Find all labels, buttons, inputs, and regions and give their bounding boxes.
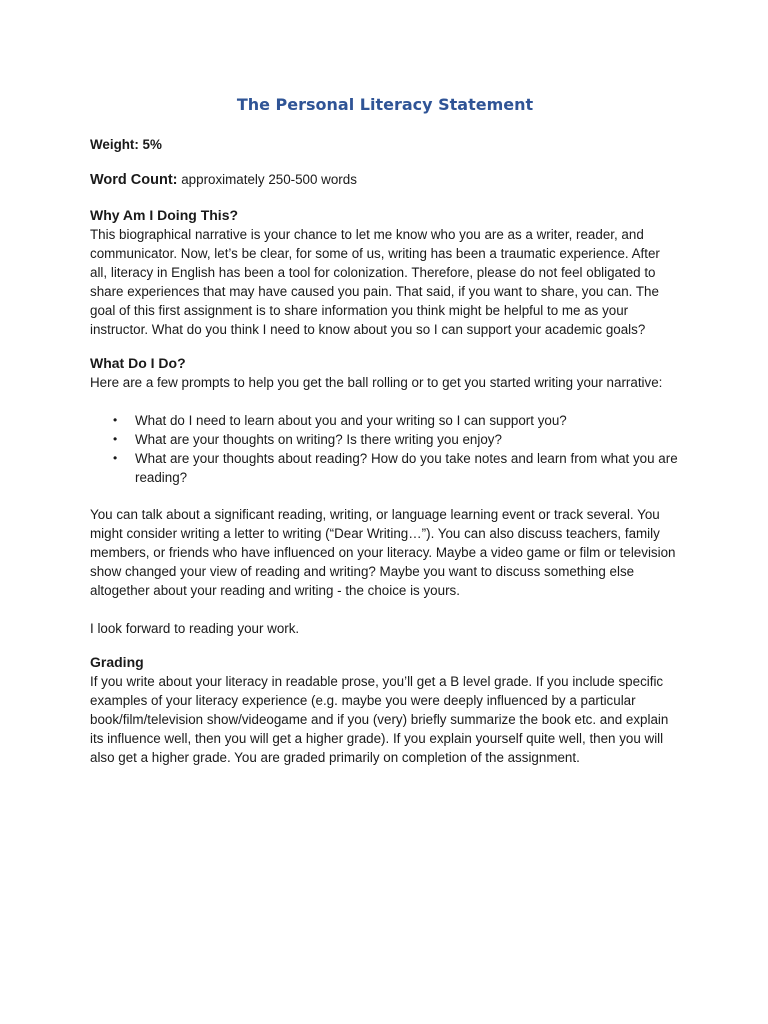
- prompt-text: What are your thoughts about reading? How do you take notes and learn from what you are reading?: [135, 451, 678, 485]
- weight-line: [90, 134, 680, 155]
- prompt-text: What do I need to learn about you and your writing so I can support you?: [135, 413, 567, 428]
- bullet-icon: •: [113, 432, 118, 446]
- bullet-icon: •: [113, 451, 118, 465]
- word-count-line: [90, 169, 680, 191]
- closing-line: I look forward to reading your work.: [90, 621, 300, 636]
- what-heading: What Do I Do?: [90, 355, 186, 371]
- word-count-value: approximately 250-500 words: [177, 172, 357, 187]
- weight-label: Weight: 5%: [90, 137, 162, 152]
- word-count-label: Word Count:: [90, 172, 178, 188]
- grading-body: If you write about your literacy in readable prose, you’ll get a B level grade. If you include specific examples of your literacy experience (e.g. maybe you were deeply influenced by a particular book/film/television show/videogame and if you (very) briefly summarize the book etc. and explain its influence well, then you will get a higher grade). If you explain yourself quite well, then you will also get a higher grade. You are graded primarily on completion of the assignment.: [90, 674, 669, 765]
- list-item: [113, 449, 680, 487]
- document-title: The Personal Literacy Statement: [236, 95, 534, 114]
- list-item: [113, 411, 680, 430]
- why-body: This biographical narrative is your chance to let me know who you are as a writer, reader, and communicator. Now, let’s be clear, for some of us, writing has been a traumatic experience. After all, literacy in English has been a tool for colonization. Therefore, please do not feel obligated to share experiences that may have caused you pain. That said, if you want to share, you can. The goal of this first assignment is to share information you think might be helpful to me as your instructor. What do you think I need to know about you so I can support your academic goals?: [90, 227, 660, 337]
- document-page: [90, 94, 680, 786]
- list-item: [113, 430, 680, 449]
- why-heading: Why Am I Doing This?: [90, 207, 239, 223]
- what-followup: You can talk about a significant reading, writing, or language learning event or track several. You might consider writing a letter to writing (“Dear Writing…”). You can also discuss teachers, family members, or friends who have influenced on your literacy. Maybe a video game or film or television show changed your view of reading and writing? Maybe you want to discuss something else altogether about your reading and writing - the choice is yours.: [90, 507, 676, 598]
- bullet-icon: •: [113, 413, 118, 427]
- prompt-text: What are your thoughts on writing? Is there writing you enjoy?: [135, 432, 502, 447]
- what-intro: Here are a few prompts to help you get the ball rolling or to get you started writing your narrative:: [90, 375, 663, 390]
- grading-heading: Grading: [90, 654, 144, 670]
- prompt-list: [90, 411, 680, 487]
